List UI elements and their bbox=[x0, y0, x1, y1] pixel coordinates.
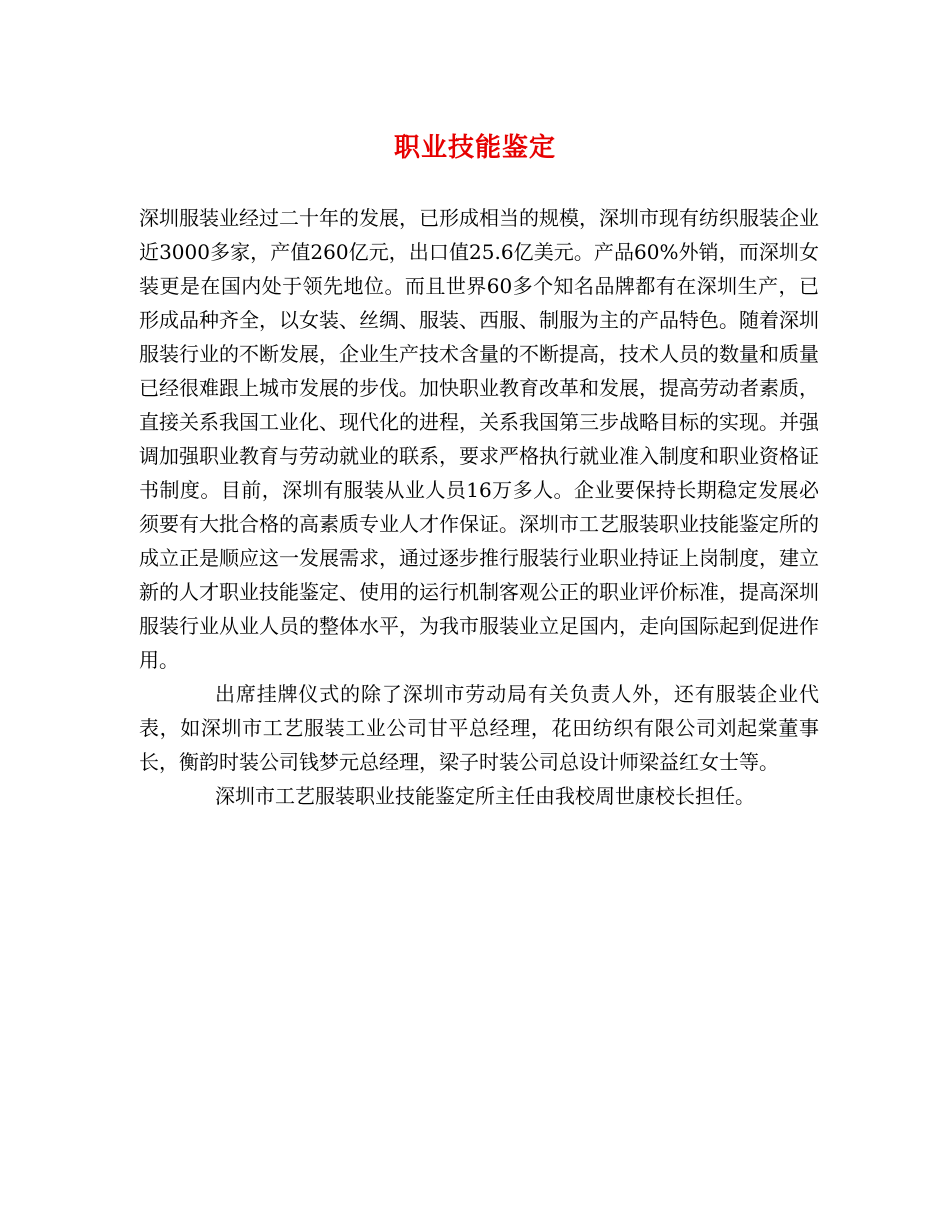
paragraph-3: 深圳市工艺服装职业技能鉴定所主任由我校周世康校长担任。 bbox=[215, 784, 755, 808]
paragraph-1: 深圳服装业经过二十年的发展，已形成相当的规模，深圳市现有纺织服装企业近3000多家，产值260亿元，出口值25.6亿美元。产品60%外销，而深圳女装更是在国内处于领先地位。而且世界60多个知名品牌都有在深圳生产，已形成品种齐全，以女装、丝绸、服装、西服、制服为主的产品特色。随着深圳服装行业的不断发展，企业生产技术含量的不断提高，技术人员的数量和质量已经很难跟上城市发展的步伐。加快职业教育改革和发展，提高劳动者素质，直接关系我国工业化、现代化的进程，关系我国第三步战略目标的实现。并强调加强职业教育与劳动就业的联系，要求严格执行就业准入制度和职业资格证书制度。目前，深圳有服装从业人员16万多人。企业要保持长期稳定发展必须要有大批合格的高素质专业人才作保证。深圳市工艺服装职业技能鉴定所的成立正是顺应这一发展需求，通过逐步推行服装行业职业持证上岗制度，建立新的人才职业技能鉴定、使用的运行机制客观公正的职业评价标准，提高深圳服装行业从业人员的整体水平，为我市服装业立足国内，走向国际起到促进作用。 bbox=[139, 206, 819, 672]
page-title: 职业技能鉴定 bbox=[393, 133, 556, 163]
paragraph-2: 出席挂牌仪式的除了深圳市劳动局有关负责人外，还有服装企业代表，如深圳市工艺服装工业公司甘平总经理，花田纺织有限公司刘起棠董事长，衡韵时装公司钱梦元总经理，梁子时装公司总设计师梁益红女士等。 bbox=[139, 682, 819, 774]
document-body bbox=[139, 201, 819, 813]
